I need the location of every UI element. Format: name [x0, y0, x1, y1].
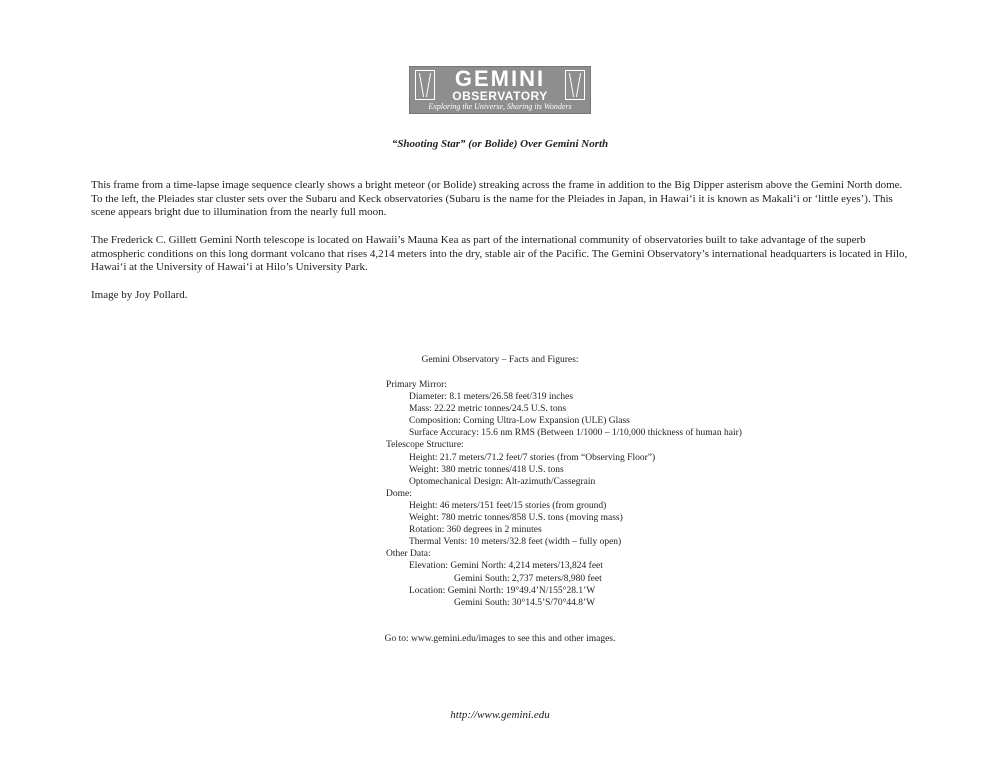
facts-item: Weight: 380 metric tonnes/418 U.S. tons — [409, 464, 564, 475]
facts-item: Diameter: 8.1 meters/26.58 feet/319 inches — [409, 392, 574, 403]
facts-item: Mass: 22.22 metric tonnes/24.5 U.S. tons — [409, 404, 567, 415]
facts-item: Location: Gemini North: 19°49.4’N/155°28.1’W — [409, 585, 596, 596]
facts-item: Optomechanical Design: Alt-azimuth/Cassegrain — [409, 476, 596, 487]
goto-note: Go to: www.gemini.edu/images to see this and other images. — [384, 634, 616, 644]
gemini-observatory-logo — [409, 66, 591, 114]
description-paragraph: This frame from a time-lapse image sequence clearly shows a bright meteor (or Bolide) streaking across the frame in addition to the Big Dipper asterism above the Gemini North dome. To the left, the Pleiades star cluster sets over the Subaru and Keck observatories (Subaru is the name for the Pleiades in Japan, in Hawai‘i it is known as Makali‘i or ‘little eyes’). This scene appears bright due to illumination from the nearly full moon. — [91, 179, 903, 218]
facts-item: Gemini South: 2,737 meters/8,980 feet — [454, 573, 602, 584]
facts-item: Height: 21.7 meters/71.2 feet/7 stories (from “Observing Floor”) — [409, 452, 656, 463]
image-credit: Image by Joy Pollard. — [91, 289, 188, 301]
facts-item: Thermal Vents: 10 meters/32.8 feet (width – fully open) — [409, 537, 622, 548]
facts-heading: Gemini Observatory – Facts and Figures: — [421, 355, 579, 365]
page-title: “Shooting Star” (or Bolide) Over Gemini North — [391, 138, 609, 150]
facts-item: Weight: 780 metric tonnes/858 U.S. tons (moving mass) — [409, 513, 623, 524]
location-paragraph: The Frederick C. Gillett Gemini North telescope is located on Hawaii’s Mauna Kea as part of the international community of observatories built to take advantage of the superb atmospheric conditions on this long dormant volcano that rises 4,214 meters into the dry, stable air of the Pacific. The Gemini Observatory’s international headquarters is located in Hilo, Hawai‘i at the University of Hawai‘i at Hilo’s University Park. — [91, 234, 908, 273]
facts-section-other-data: Other Data: — [386, 549, 431, 560]
facts-item: Composition: Corning Ultra-Low Expansion (ULE) Glass — [409, 416, 630, 427]
logo-name: GEMINI — [454, 66, 546, 91]
facts-section-telescope-structure: Telescope Structure: — [386, 440, 464, 451]
facts-section-dome: Dome: — [386, 488, 412, 499]
website-url: http://www.gemini.edu — [450, 709, 550, 721]
facts-item: Rotation: 360 degrees in 2 minutes — [409, 525, 542, 536]
facts-item: Elevation: Gemini North: 4,214 meters/13,824 feet — [409, 561, 603, 572]
facts-item: Gemini South: 30°14.5’S/70°44.8’W — [454, 597, 596, 608]
facts-section-primary-mirror: Primary Mirror: — [386, 380, 447, 390]
logo-subtitle: OBSERVATORY — [452, 89, 548, 103]
facts-item: Height: 46 meters/151 feet/15 stories (from ground) — [409, 500, 607, 511]
facts-item: Surface Accuracy: 15.6 nm RMS (Between 1/1000 – 1/10,000 thickness of human hair) — [409, 428, 742, 439]
logo-tagline: Exploring the Universe, Sharing its Wonders — [428, 102, 572, 111]
facts-list — [386, 379, 742, 609]
